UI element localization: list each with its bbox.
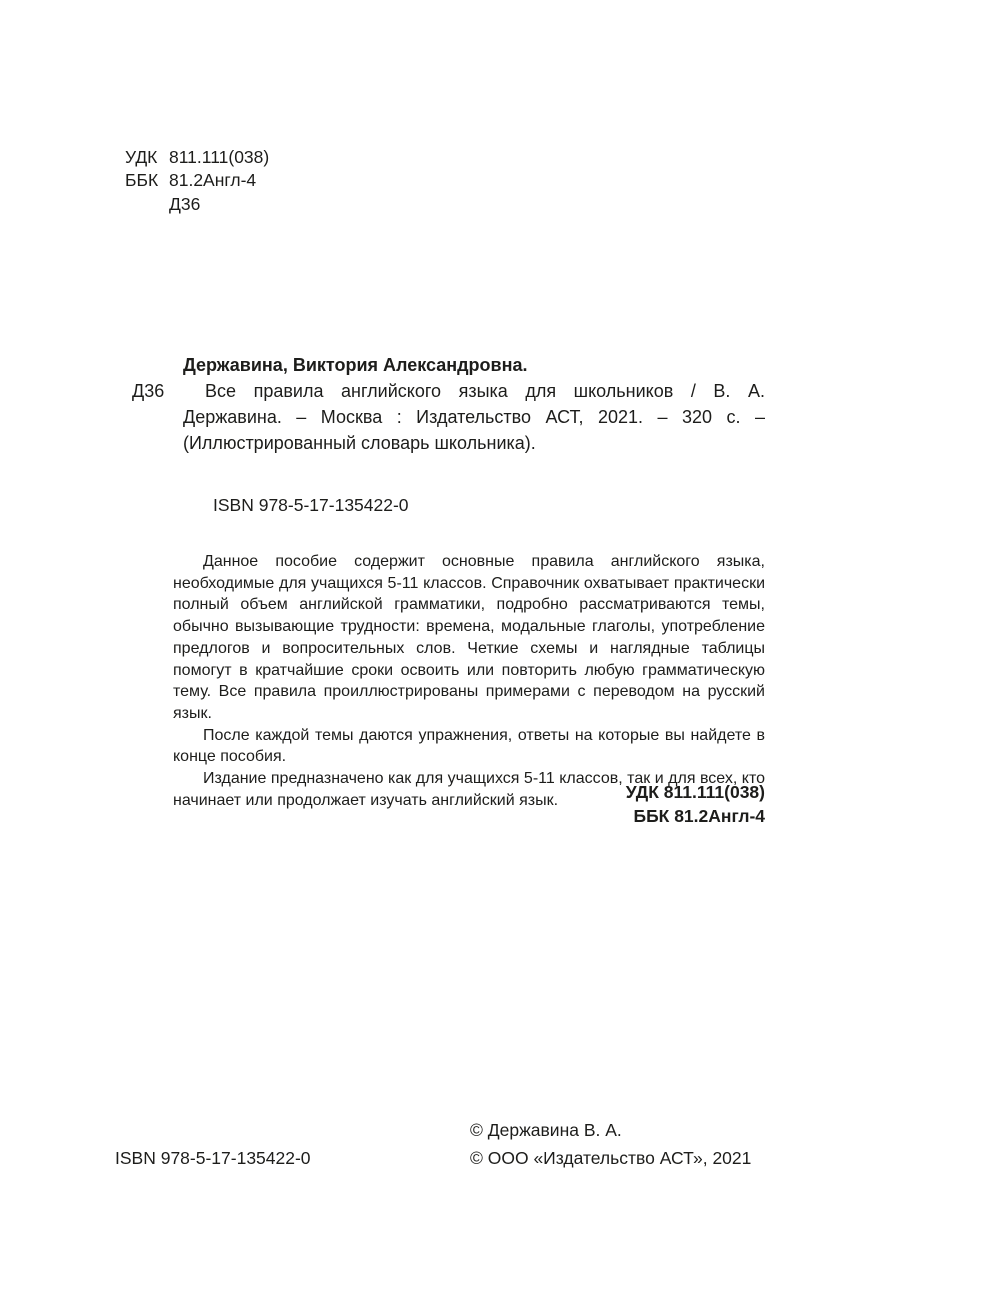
bbk-row	[125, 169, 269, 192]
udc-row	[125, 146, 269, 169]
copyright-publisher: © ООО «Издательство АСТ», 2021	[470, 1148, 752, 1168]
annotation-paragraph-2: После каждой темы даются упражнения, ответы на которые вы найдете в конце пособия.	[173, 726, 765, 766]
annotation-paragraph-3: Издание предназначено как для учащихся 5-11 классов, так и для всех, кто начинает или продолжает изучать английский язык.	[173, 770, 765, 809]
catalog-card	[132, 352, 765, 456]
bbk-label: ББК	[125, 170, 159, 191]
author-sign-value: Д36	[169, 193, 201, 214]
bbk-value: 81.2Англ-4	[169, 170, 257, 191]
catalog-entry-description: Все правила английского языка для школьников / В. А. Державина. – Москва : Издательство АСТ, 2021. – 320 с. – (Иллюстрированный словарь школьника).	[183, 381, 765, 453]
isbn-main: ISBN 978-5-17-135422-0	[213, 495, 409, 515]
udc-right: УДК 811.111(038)	[625, 782, 765, 802]
udc-label: УДК	[125, 147, 158, 167]
udc-value: 811.111(038)	[169, 147, 270, 167]
classification-codes-right	[173, 780, 765, 828]
author-sign-label	[125, 193, 169, 216]
annotation-paragraph-1: Данное пособие содержит основные правила английского языка, необходимые для учащихся 5-11 классов. Справочник охватывает практически полный объем английской грамматики, подробно рассматриваются темы, обычно вызывающие трудности: времена, модальные глаголы, употребление предлогов и вопросительных слов. Четкие схемы и наглядные таблицы помогут в кратчайшие сроки освоить или повторить любую грамматическую тему. Все правила проиллюстрированы примерами с переводом на русский язык.	[173, 553, 765, 722]
copyright-block	[470, 1116, 751, 1172]
bbk-right: ББК 81.2Англ-4	[633, 806, 765, 826]
isbn-footer: ISBN 978-5-17-135422-0	[115, 1148, 311, 1168]
annotation	[173, 551, 765, 811]
copyright-author: © Державина В. А.	[470, 1120, 622, 1140]
author-name: Державина, Виктория Александровна.	[183, 355, 528, 375]
top-classification-codes	[125, 146, 269, 216]
catalog-entry-code: Д36	[132, 381, 165, 401]
author-sign-row	[125, 193, 269, 216]
